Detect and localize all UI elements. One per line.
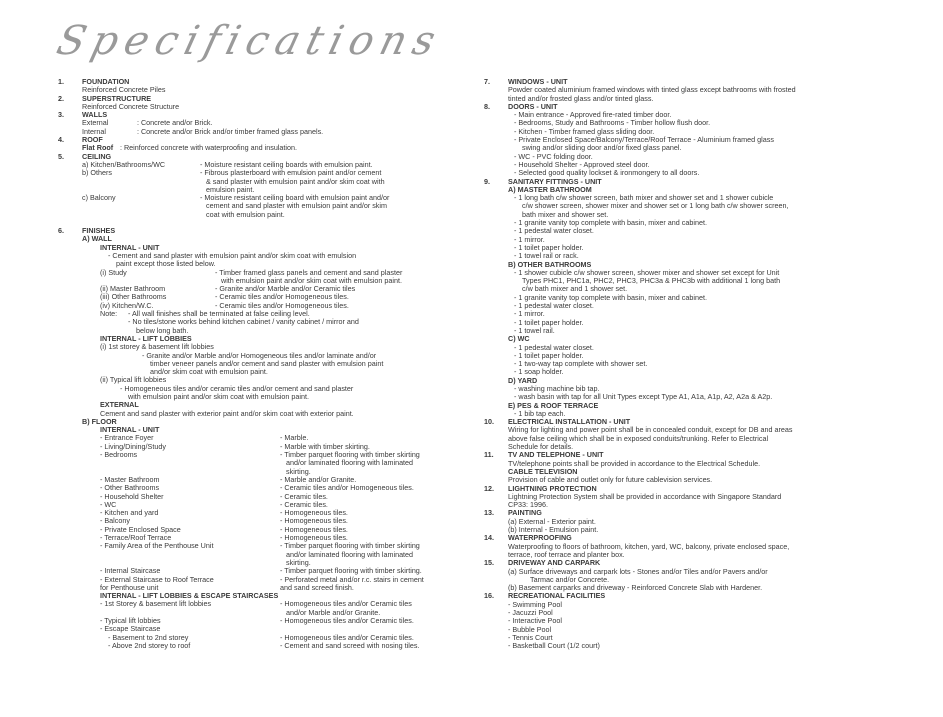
spec-label: (iv) Kitchen/W.C. — [100, 300, 154, 310]
spec-label: (i) Study — [100, 267, 127, 277]
subheading: B) FLOOR — [82, 416, 117, 426]
spec-label: - Terrace/Roof Terrace — [100, 533, 172, 543]
spec-text: timber veneer panels and/or cement and sand plaster with emulsion paint — [150, 358, 384, 368]
section-title: FINISHES — [82, 226, 116, 236]
spec-label: Flat Roof — [82, 143, 114, 153]
spec-text: paint except those listed below. — [116, 259, 216, 269]
spec-value: - Moisture resistant ceiling board with emulsion paint and/or — [200, 193, 390, 203]
spec-text: (b) Internal - Emulsion paint. — [508, 525, 599, 535]
spec-label: External — [82, 118, 109, 128]
section-number: 13. — [484, 508, 494, 518]
spec-item — [58, 542, 478, 550]
spec-text: and/or Marble and/or Granite. — [286, 607, 381, 617]
spec-value: - Homogeneous tiles and/or Ceramic tiles. — [280, 632, 414, 642]
spec-text: terrace, roof terrace and planter box. — [508, 549, 625, 559]
section-number: 2. — [58, 93, 64, 103]
section-title: DRIVEWAY AND CARPARK — [508, 558, 601, 568]
spec-label: a) Kitchen/Bathrooms/WC — [82, 159, 166, 169]
subheading: INTERNAL - UNIT — [100, 425, 160, 435]
spec-label: c) Balcony — [82, 193, 116, 203]
spec-text: - Selected good quality lockset & ironmongery to all doors. — [514, 168, 700, 178]
page-title: Specifications — [52, 18, 447, 64]
spec-label: - External Staircase to Roof Terrace — [100, 574, 214, 584]
spec-text: Wiring for lighting and power point shall be in concealed conduit, except for DB and areas — [508, 425, 793, 435]
section-title: PAINTING — [508, 508, 542, 518]
spec-item — [58, 600, 478, 608]
spec-label: - Household Shelter — [100, 491, 164, 501]
section-title: SUPERSTRUCTURE — [82, 93, 152, 103]
spec-text: - Jacuzzi Pool — [508, 608, 553, 617]
section-number: 7. — [484, 77, 490, 86]
spec-label: - Other Bathrooms — [100, 483, 160, 493]
section-title: CEILING — [82, 151, 112, 161]
spec-label: - Balcony — [100, 516, 130, 526]
section-title: ELECTRICAL INSTALLATION - UNIT — [508, 417, 631, 427]
spec-text: - 1 granite vanity top complete with basin, mixer and cabinet. — [514, 292, 707, 302]
spec-text: cement and sand plaster with emulsion paint and/or skim — [206, 201, 387, 211]
spec-text: Powder coated aluminium framed windows with tinted glass except bathrooms with frosted — [508, 85, 796, 95]
spec-text: Reinforced Concrete Piles — [82, 85, 166, 95]
section-number: 6. — [58, 226, 64, 236]
spec-label: - Typical lift lobbies — [100, 616, 161, 625]
spec-value: - Ceramic tiles and/or Homogeneous tiles. — [280, 483, 414, 493]
section-heading — [58, 111, 478, 119]
section-title: WALLS — [82, 110, 108, 120]
spec-value: : Concrete and/or Brick. — [137, 118, 213, 128]
section-number: 11. — [484, 450, 494, 460]
spec-text: below long bath. — [136, 325, 189, 335]
spec-text: swing and/or sliding door and/or fixed glass panel. — [522, 143, 682, 153]
spec-value: : Concrete and/or Brick and/or timber framed glass panels. — [137, 126, 324, 136]
spec-text: - washing machine bib tap. — [514, 383, 600, 393]
section-number: 5. — [58, 151, 64, 161]
spec-text: - 1 soap holder. — [514, 367, 564, 377]
spec-text: - 1 toilet paper holder. — [514, 242, 584, 252]
spec-text: - Homogeneous tiles and/or ceramic tiles and/or cement and sand plaster — [120, 383, 354, 393]
section-number: 16. — [484, 591, 494, 601]
spec-text: bath mixer and shower set. — [522, 209, 609, 219]
spec-label: - Private Enclosed Space — [100, 524, 181, 534]
section-title: FOUNDATION — [82, 77, 130, 86]
spec-text: - Kitchen - Timber framed glass sliding door. — [514, 126, 655, 136]
spec-text: Schedule for details. — [508, 442, 574, 452]
spec-value: - Homogeneous tiles. — [280, 508, 348, 518]
spec-text: and/or laminated flooring with laminated — [286, 549, 414, 559]
spec-text: - Bubble Pool — [508, 624, 552, 634]
spec-item — [58, 451, 478, 459]
spec-text: (ii) Typical lift lobbies — [100, 375, 167, 385]
right-column — [484, 78, 904, 650]
spec-value: - Marble with timber skirting. — [280, 441, 370, 451]
section-number: 1. — [58, 77, 64, 86]
spec-text: - No tiles/stone works behind kitchen cabinet / vanity cabinet / mirror and — [128, 317, 359, 327]
spec-value: - Timber parquet flooring with timber skirting — [280, 541, 420, 551]
spec-text: and/or laminated flooring with laminated — [286, 458, 414, 468]
subheading: EXTERNAL — [100, 400, 139, 410]
section-title: SANITARY FITTINGS - UNIT — [508, 176, 602, 186]
spec-text: - Swimming Pool — [508, 599, 562, 609]
subheading: C) WC — [508, 334, 530, 344]
spacer — [58, 219, 478, 227]
spec-text: - 1 shower cubicle c/w shower screen, shower mixer and shower set except for Unit — [514, 267, 780, 277]
spec-text: tinted and/or frosted glass and/or tinted glass. — [508, 93, 654, 103]
section-number: 15. — [484, 558, 494, 568]
section-number: 12. — [484, 483, 494, 493]
section-title: DOORS - UNIT — [508, 101, 558, 111]
spec-value: - Timber framed glass panels and cement and sand plaster — [215, 267, 403, 277]
spec-text: with emulsion paint and/or skim coat with emulsion paint. — [128, 391, 309, 401]
spec-value: - Perforated metal and/or r.c. stairs in cement — [280, 574, 424, 584]
spec-text: coat with emulsion paint. — [206, 209, 285, 219]
section-title: WATERPROOFING — [508, 533, 572, 543]
spec-text: - 1 pedestal water closet. — [514, 342, 594, 352]
spec-text: - Basketball Court (1/2 court) — [508, 641, 600, 651]
spec-text: Reinforced Concrete Structure — [82, 101, 180, 111]
spec-value: - Fibrous plasterboard with emulsion paint and/or cement — [200, 168, 382, 178]
spec-text: c/w shower screen, shower mixer and shower set or 1 long bath c/w shower screen, — [522, 201, 789, 211]
spec-text: - Household Shelter - Approved steel door. — [514, 159, 650, 169]
spec-label: Note: — [100, 309, 118, 319]
left-column — [58, 78, 478, 650]
subheading: INTERNAL - LIFT LOBBIES — [100, 333, 192, 343]
spec-text: - Cement and sand plaster with emulsion paint and/or skim coat with emulsion — [108, 250, 357, 260]
spec-text: - 1 toilet paper holder. — [514, 317, 584, 327]
spec-text: and/or skim coat with emulsion paint. — [150, 367, 268, 377]
spec-label: Internal — [82, 126, 106, 136]
spec-text: Types PHC1, PHC1a, PHC2, PHC3, PHC3a & PHC3b with additional 1 long bath — [522, 276, 781, 286]
spec-text: - 1 towel rail or rack. — [514, 251, 579, 261]
spec-value: - Timber parquet flooring with timber skirting — [280, 450, 420, 460]
spec-value: - Timber parquet flooring with timber skirting. — [280, 566, 422, 576]
spec-text: Provision of cable and outlet only for future cablevision services. — [508, 475, 713, 485]
subheading: A) MASTER BATHROOM — [508, 184, 592, 194]
spec-text: - 1 pedestal water closet. — [514, 226, 594, 236]
spec-text: & sand plaster with emulsion paint and/or skim coat with — [206, 176, 385, 186]
spec-value: - Moisture resistant ceiling boards with emulsion paint. — [200, 159, 373, 169]
spec-text: - Escape Staircase — [100, 624, 161, 634]
spec-text: - 1 towel rail. — [514, 325, 555, 335]
spec-value: - Ceramic tiles and/or Homogeneous tiles. — [215, 300, 349, 310]
spec-text: - Bedrooms, Study and Bathrooms - Timber hollow flush door. — [514, 118, 711, 128]
spec-label: - Living/Dining/Study — [100, 441, 166, 451]
subheading: INTERNAL - UNIT — [100, 242, 160, 252]
spec-value: - Ceramic tiles and/or Homogeneous tiles. — [215, 292, 349, 302]
spec-value: and sand screed finish. — [280, 582, 354, 592]
spec-text: c/w bath mixer and 1 shower set. — [522, 284, 628, 294]
spec-text: - 1 pedestal water closet. — [514, 301, 594, 311]
spec-text: Cement and sand plaster with exterior paint and/or skim coat with exterior paint. — [100, 408, 354, 418]
spec-label: - Family Area of the Penthouse Unit — [100, 541, 214, 551]
spec-value: - Homogeneous tiles and/or Ceramic tiles — [280, 599, 412, 609]
spec-value: - Homogeneous tiles. — [280, 516, 348, 526]
spec-text: skirting. — [286, 466, 311, 476]
spec-text: TV/telephone points shall be provided in accordance to the Electrical Schedule. — [508, 458, 761, 468]
spec-label: - 1st Storey & basement lift lobbies — [100, 599, 212, 609]
spec-label: - Kitchen and yard — [100, 508, 159, 518]
section-number: 3. — [58, 110, 64, 120]
spec-item — [58, 493, 478, 501]
section-number: 8. — [484, 101, 490, 111]
section-heading — [58, 227, 478, 235]
spec-text: - 1 bib tap each. — [514, 408, 566, 418]
section-number: 14. — [484, 533, 494, 543]
spec-text: - WC - PVC folding door. — [514, 151, 593, 161]
spec-item — [58, 642, 478, 650]
spec-text: Tarmac and/or Concrete. — [530, 574, 610, 584]
spec-text: above false ceiling which shall be in exposed conduits/trunking. Refer to Electrical — [508, 433, 769, 443]
spec-value: - Ceramic tiles. — [280, 499, 328, 509]
spec-value: - Homogeneous tiles and/or Ceramic tiles. — [280, 616, 414, 625]
spec-text: - Interactive Pool — [508, 616, 562, 626]
spec-value: - Cement and sand screed with nosing tiles. — [280, 640, 420, 650]
spec-text: - 1 toilet paper holder. — [514, 350, 584, 360]
spec-text: - 1 long bath c/w shower screen, bath mixer and shower set and 1 shower cubicle — [514, 193, 774, 203]
section-title: RECREATIONAL FACILITIES — [508, 591, 606, 601]
spec-text: CP33: 1996. — [508, 500, 548, 510]
spec-text: - Main entrance - Approved fire-rated timber door. — [514, 110, 672, 120]
spec-text: Lightning Protection System shall be provided in accordance with Singapore Standard — [508, 491, 782, 501]
spec-label: b) Others — [82, 168, 112, 178]
spec-label: - Bedrooms — [100, 450, 138, 460]
spec-text: skirting. — [286, 557, 311, 567]
section-title: LIGHTNING PROTECTION — [508, 483, 597, 493]
section-title: WINDOWS - UNIT — [508, 77, 568, 86]
spec-value: - Marble. — [280, 433, 309, 443]
spec-value: - Granite and/or Marble and/or Ceramic tiles — [215, 284, 356, 294]
spec-value: - Homogeneous tiles. — [280, 524, 348, 534]
spec-text: - 1 granite vanity top complete with basin, mixer and cabinet. — [514, 218, 707, 228]
spec-value: : Reinforced concrete with waterproofing and insulation. — [120, 143, 297, 153]
section-number: 4. — [58, 135, 64, 145]
spec-text: (i) 1st storey & basement lift lobbies — [100, 342, 214, 352]
section-title: TV AND TELEPHONE - UNIT — [508, 450, 604, 460]
subheading: D) YARD — [508, 375, 538, 385]
spec-text: - 1 mirror. — [514, 234, 545, 244]
spec-value: - Ceramic tiles. — [280, 491, 328, 501]
subheading: A) WALL — [82, 234, 112, 244]
subheading: CABLE TELEVISION — [508, 466, 578, 476]
subheading: B) OTHER BATHROOMS — [508, 259, 592, 269]
spec-label: for Penthouse unit — [100, 582, 159, 592]
spec-item — [58, 144, 478, 152]
spec-text: - 1 two-way tap complete with shower set. — [514, 359, 648, 369]
spec-label: - Entrance Foyer — [100, 433, 154, 443]
spec-label: (iii) Other Bathrooms — [100, 292, 167, 302]
spec-text: - wash basin with tap for all Unit Types except Type A1, A1a, A1p, A2, A2a & A2p. — [514, 392, 773, 402]
spec-text: (b) Basement carparks and driveway - Reinforced Concrete Slab with Hardener. — [508, 583, 763, 593]
spec-label: (ii) Master Bathroom — [100, 284, 166, 294]
subheading: E) PES & ROOF TERRACE — [508, 400, 599, 410]
spec-text: with emulsion paint and/or skim coat with emulsion paint. — [221, 275, 402, 285]
spec-label: - Master Bathroom — [100, 474, 160, 484]
spec-item — [58, 128, 478, 136]
spec-text: - Private Enclosed Space/Balcony/Terrace/Roof Terrace - Aluminium framed glass — [514, 135, 774, 145]
section-number: 10. — [484, 417, 494, 427]
spec-label: - WC — [100, 499, 117, 509]
spec-value: - All wall finishes shall be terminated at false ceiling level. — [128, 309, 310, 319]
spec-value: - Homogeneous tiles. — [280, 533, 348, 543]
section-title: ROOF — [82, 135, 103, 145]
spec-label: - Above 2nd storey to roof — [108, 640, 191, 650]
spec-text: emulsion paint. — [206, 184, 255, 194]
spec-text: - 1 mirror. — [514, 309, 545, 319]
spec-text: (a) External - Exterior paint. — [508, 516, 596, 526]
spec-value: - Marble and/or Granite. — [280, 474, 357, 484]
spec-label: - Basement to 2nd storey — [108, 632, 189, 642]
spec-text: Waterproofing to floors of bathroom, kitchen, yard, WC, balcony, private enclosed space, — [508, 541, 790, 551]
spec-text: - Granite and/or Marble and/or Homogeneous tiles and/or laminate and/or — [142, 350, 377, 360]
subheading: INTERNAL - LIFT LOBBIES & ESCAPE STAIRCASES — [100, 591, 279, 601]
section-number: 9. — [484, 176, 490, 186]
spec-label: - Internal Staircase — [100, 566, 161, 576]
spec-text: - Tennis Court — [508, 632, 553, 642]
spec-text: (a) Surface driveways and carpark lots - Stones and/or Tiles and/or Pavers and/or — [508, 566, 768, 576]
